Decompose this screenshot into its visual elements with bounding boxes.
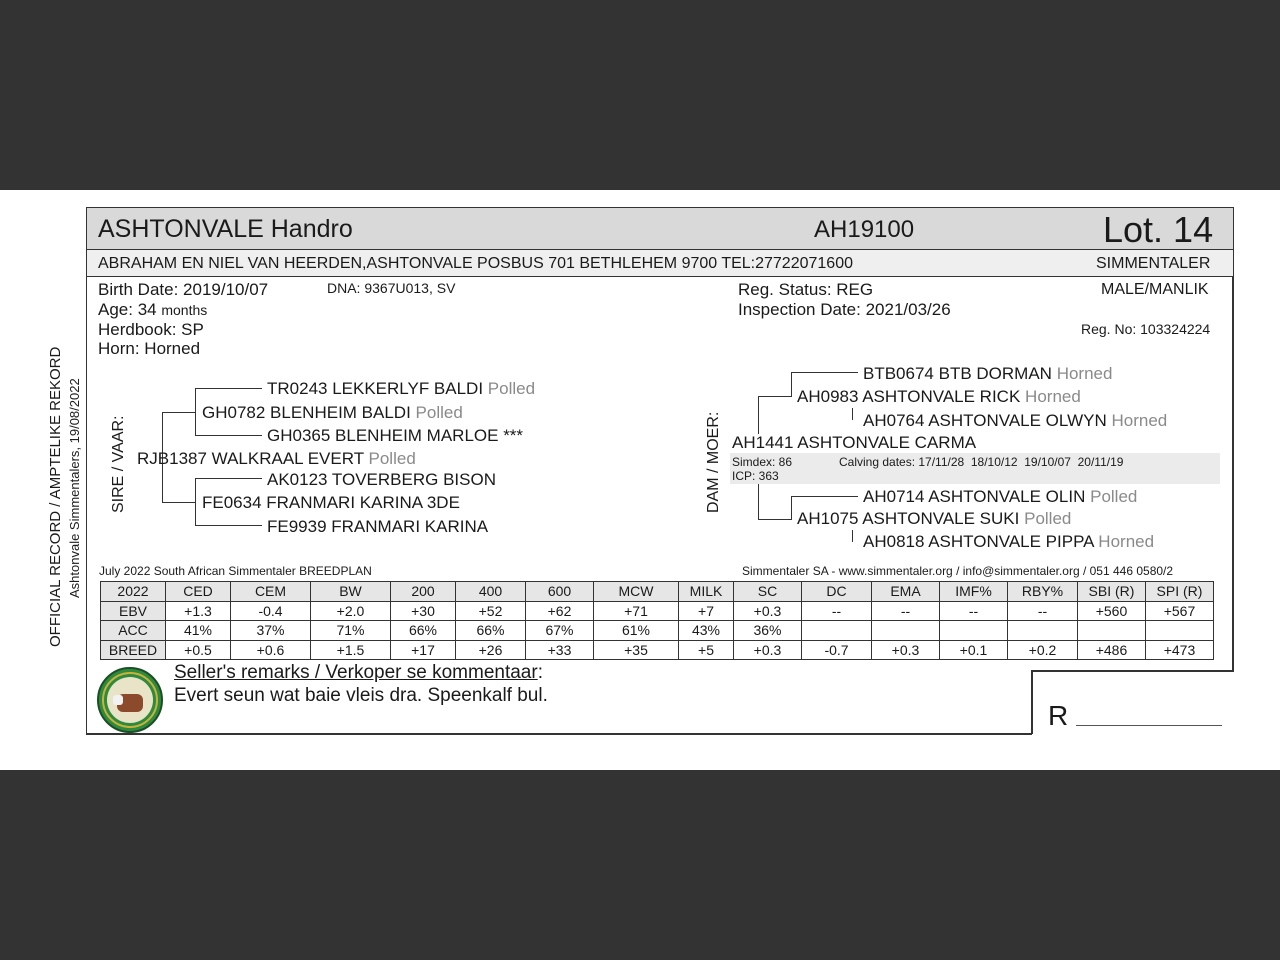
horn-status: Horned — [1025, 387, 1081, 406]
ebv-cell: +560 — [1078, 601, 1146, 621]
reg-status: Reg. Status: REG — [738, 280, 874, 299]
pedigree-ssd — [267, 426, 523, 446]
dna-info: DNA: 9367U013, SV — [327, 280, 456, 296]
ebv-cell — [872, 621, 940, 641]
ebv-table — [100, 581, 1214, 660]
pedigree-sd — [202, 493, 460, 513]
birth-date: Birth Date: 2019/10/07 — [98, 280, 269, 299]
horn-status: Horned — [1098, 532, 1155, 551]
ebv-cell: +0.3 — [872, 640, 940, 660]
ebv-cell: +0.2 — [1008, 640, 1078, 660]
ebv-row-breed — [101, 640, 1214, 660]
ebv-cell: +1.3 — [166, 601, 231, 621]
pedigree-line — [791, 496, 858, 497]
price-field[interactable] — [1076, 725, 1222, 726]
breedplan-contact: Simmentaler SA - www.simmentaler.org / info@simmentaler.org / 051 446 0580/2 — [742, 564, 1174, 578]
ebv-column-header: MCW — [594, 582, 679, 602]
ebv-column-header: RBY% — [1008, 582, 1078, 602]
horn-status: Polled — [1024, 509, 1072, 528]
breed-name: SIMMENTALER — [1096, 255, 1211, 272]
animal-name: BTB0674 BTB DORMAN — [863, 364, 1052, 383]
pedigree-ss — [202, 403, 463, 423]
ebv-cell: 43% — [679, 621, 734, 641]
ebv-column-header: 600 — [526, 582, 594, 602]
ebv-cell: +2.0 — [311, 601, 391, 621]
ebv-cell: +486 — [1078, 640, 1146, 660]
pedigree-line — [195, 388, 196, 436]
animal-name: AH1075 ASHTONVALE SUKI — [797, 509, 1020, 528]
ebv-cell: -- — [802, 601, 872, 621]
horn-status: Polled — [1090, 487, 1138, 506]
animal-name: RJB1387 WALKRAAL EVERT — [137, 449, 364, 468]
ebv-cell: 66% — [391, 621, 456, 641]
ebv-column-header: IMF% — [940, 582, 1008, 602]
ebv-column-header: DC — [802, 582, 872, 602]
pedigree-line — [758, 396, 792, 397]
remarks-heading: Seller's remarks / Verkoper se kommentaar: — [174, 662, 543, 683]
horn-status: Polled — [415, 403, 463, 422]
pedigree-line — [852, 530, 853, 542]
horn-status: Horned — [1056, 364, 1113, 383]
ebv-row-acc — [101, 621, 1214, 641]
ebv-cell: +71 — [594, 601, 679, 621]
age — [98, 300, 207, 320]
dam-icp: ICP: 363 — [732, 469, 779, 483]
ebv-cell — [940, 621, 1008, 641]
animal-name: AH0983 ASHTONVALE RICK — [797, 387, 1021, 406]
record-source: Ashtonvale Simmentalers, 19/08/2022 — [67, 378, 82, 598]
ebv-column-header: 2022 — [101, 582, 166, 602]
owner-address: ABRAHAM EN NIEL VAN HEERDEN,ASHTONVALE POSBUS 701 BETHLEHEM 9700 TEL:27722071600 — [98, 255, 853, 272]
animal-name: AK0123 TOVERBERG BISON — [267, 470, 496, 489]
ebv-row-ebv — [101, 601, 1214, 621]
horn-status: Horn: Horned — [98, 339, 201, 358]
ebv-cell: +1.5 — [311, 640, 391, 660]
ebv-column-header: MILK — [679, 582, 734, 602]
ebv-cell: +30 — [391, 601, 456, 621]
pedigree-sdd — [267, 517, 488, 537]
simmentaler-logo — [97, 667, 163, 733]
ebv-column-header: CEM — [231, 582, 311, 602]
herdbook: Herdbook: SP — [98, 320, 204, 339]
animal-name: AH0818 ASHTONVALE PIPPA — [863, 532, 1094, 551]
age-value: Age: 34 — [98, 300, 157, 319]
ebv-cell: 41% — [166, 621, 231, 641]
pedigree-sds — [267, 470, 496, 490]
pedigree-line — [195, 435, 262, 436]
card-bottom-border — [86, 733, 1032, 735]
ebv-cell — [802, 621, 872, 641]
dam-label: DAM / MOER: — [705, 411, 722, 513]
ebv-row-label: EBV — [101, 601, 166, 621]
ebv-cell: -0.4 — [231, 601, 311, 621]
ebv-cell: +0.6 — [231, 640, 311, 660]
ebv-cell: +35 — [594, 640, 679, 660]
ebv-cell: 66% — [456, 621, 526, 641]
pedigree-dd — [797, 509, 1071, 529]
ebv-cell: -- — [1008, 601, 1078, 621]
sex: MALE/MANLIK — [1101, 281, 1209, 298]
animal-name: GH0782 BLENHEIM BALDI — [202, 403, 411, 422]
pedigree-line — [195, 478, 262, 479]
pedigree-sire — [137, 449, 416, 469]
pedigree-line — [758, 519, 792, 520]
sire-label: SIRE / VAAR: — [110, 415, 127, 513]
pedigree-line — [162, 502, 196, 503]
ebv-cell: 71% — [311, 621, 391, 641]
pedigree-line — [162, 412, 196, 413]
pedigree-line — [791, 372, 792, 396]
ebv-cell: +473 — [1146, 640, 1214, 660]
animal-name: ASHTONVALE Handro — [98, 215, 353, 243]
ebv-cell: +5 — [679, 640, 734, 660]
ebv-cell — [1146, 621, 1214, 641]
lot-number: Lot. 14 — [1103, 209, 1214, 250]
pedigree-line — [195, 388, 262, 389]
ebv-cell: 67% — [526, 621, 594, 641]
pedigree-line — [791, 496, 792, 520]
ebv-cell: -- — [872, 601, 940, 621]
price-box-left — [1031, 670, 1033, 734]
pedigree-dss — [863, 364, 1112, 384]
ebv-cell: 36% — [734, 621, 802, 641]
ebv-column-header: SPI (R) — [1146, 582, 1214, 602]
pedigree-ds — [797, 387, 1081, 407]
price-label: R — [1048, 700, 1069, 731]
ebv-column-header: 400 — [456, 582, 526, 602]
ebv-cell: +62 — [526, 601, 594, 621]
ebv-column-header: BW — [311, 582, 391, 602]
dam-calving-dates: Calving dates: 17/11/28 18/10/12 19/10/07 20/11/19 — [839, 455, 1124, 469]
price-box-top — [1031, 670, 1234, 672]
pedigree-line — [758, 484, 759, 520]
pedigree-ddd — [863, 532, 1154, 552]
animal-name: FE9939 FRANMARI KARINA — [267, 517, 489, 536]
animal-name: AH0764 ASHTONVALE OLWYN — [863, 411, 1107, 430]
horn-status: Polled — [368, 449, 416, 468]
pedigree-line — [195, 478, 196, 525]
ebv-cell: +33 — [526, 640, 594, 660]
ebv-cell: -0.7 — [802, 640, 872, 660]
age-unit: months — [161, 302, 208, 318]
remarks-text: Evert seun wat baie vleis dra. Speenkalf bul. — [174, 685, 548, 706]
ebv-column-header: CED — [166, 582, 231, 602]
horn-status: Polled — [487, 379, 536, 398]
animal-name: AH1441 ASHTONVALE CARMA — [732, 433, 977, 452]
horn-status: Horned — [1111, 411, 1168, 430]
reg-number: Reg. No: 103324224 — [1081, 321, 1211, 337]
animal-name: AH0714 ASHTONVALE OLIN — [863, 487, 1086, 506]
pedigree-dam — [732, 433, 976, 453]
ebv-cell: +52 — [456, 601, 526, 621]
pedigree-dsd — [863, 411, 1167, 431]
pedigree-sss — [267, 379, 535, 399]
ebv-cell: +567 — [1146, 601, 1214, 621]
pedigree-dds — [863, 487, 1137, 507]
pedigree-line — [758, 396, 759, 434]
ebv-cell: +7 — [679, 601, 734, 621]
animal-id: AH19100 — [814, 216, 915, 243]
remarks-title: Seller's remarks / Verkoper se kommentaar — [174, 662, 538, 683]
pedigree-line — [195, 525, 262, 526]
animal-name: FE0634 FRANMARI KARINA 3DE — [202, 493, 460, 512]
ebv-cell: +0.3 — [734, 601, 802, 621]
breedplan-caption: July 2022 South African Simmentaler BREEDPLAN — [99, 564, 372, 578]
ebv-column-header: SC — [734, 582, 802, 602]
ebv-cell: +0.1 — [940, 640, 1008, 660]
ebv-cell: 37% — [231, 621, 311, 641]
ebv-row-label: BREED — [101, 640, 166, 660]
ebv-header-row — [101, 582, 1214, 602]
ebv-cell: +17 — [391, 640, 456, 660]
inspection-date: Inspection Date: 2021/03/26 — [738, 300, 951, 319]
ebv-column-header: SBI (R) — [1078, 582, 1146, 602]
cow-head-icon — [113, 695, 123, 705]
ebv-cell — [1078, 621, 1146, 641]
ebv-cell: 61% — [594, 621, 679, 641]
animal-name: TR0243 LEKKERLYF BALDI — [267, 379, 484, 398]
official-record-label: OFFICIAL RECORD / AMPTELIKE REKORD — [47, 346, 64, 647]
pedigree-line — [791, 372, 858, 373]
pedigree-line — [852, 408, 853, 420]
ebv-cell — [1008, 621, 1078, 641]
animal-name: GH0365 BLENHEIM MARLOE *** — [267, 426, 524, 445]
ebv-row-label: ACC — [101, 621, 166, 641]
ebv-column-header: EMA — [872, 582, 940, 602]
ebv-cell: -- — [940, 601, 1008, 621]
ebv-cell: +26 — [456, 640, 526, 660]
ebv-cell: +0.5 — [166, 640, 231, 660]
dam-simdex: Simdex: 86 — [732, 455, 793, 469]
ebv-column-header: 200 — [391, 582, 456, 602]
ebv-cell: +0.3 — [734, 640, 802, 660]
